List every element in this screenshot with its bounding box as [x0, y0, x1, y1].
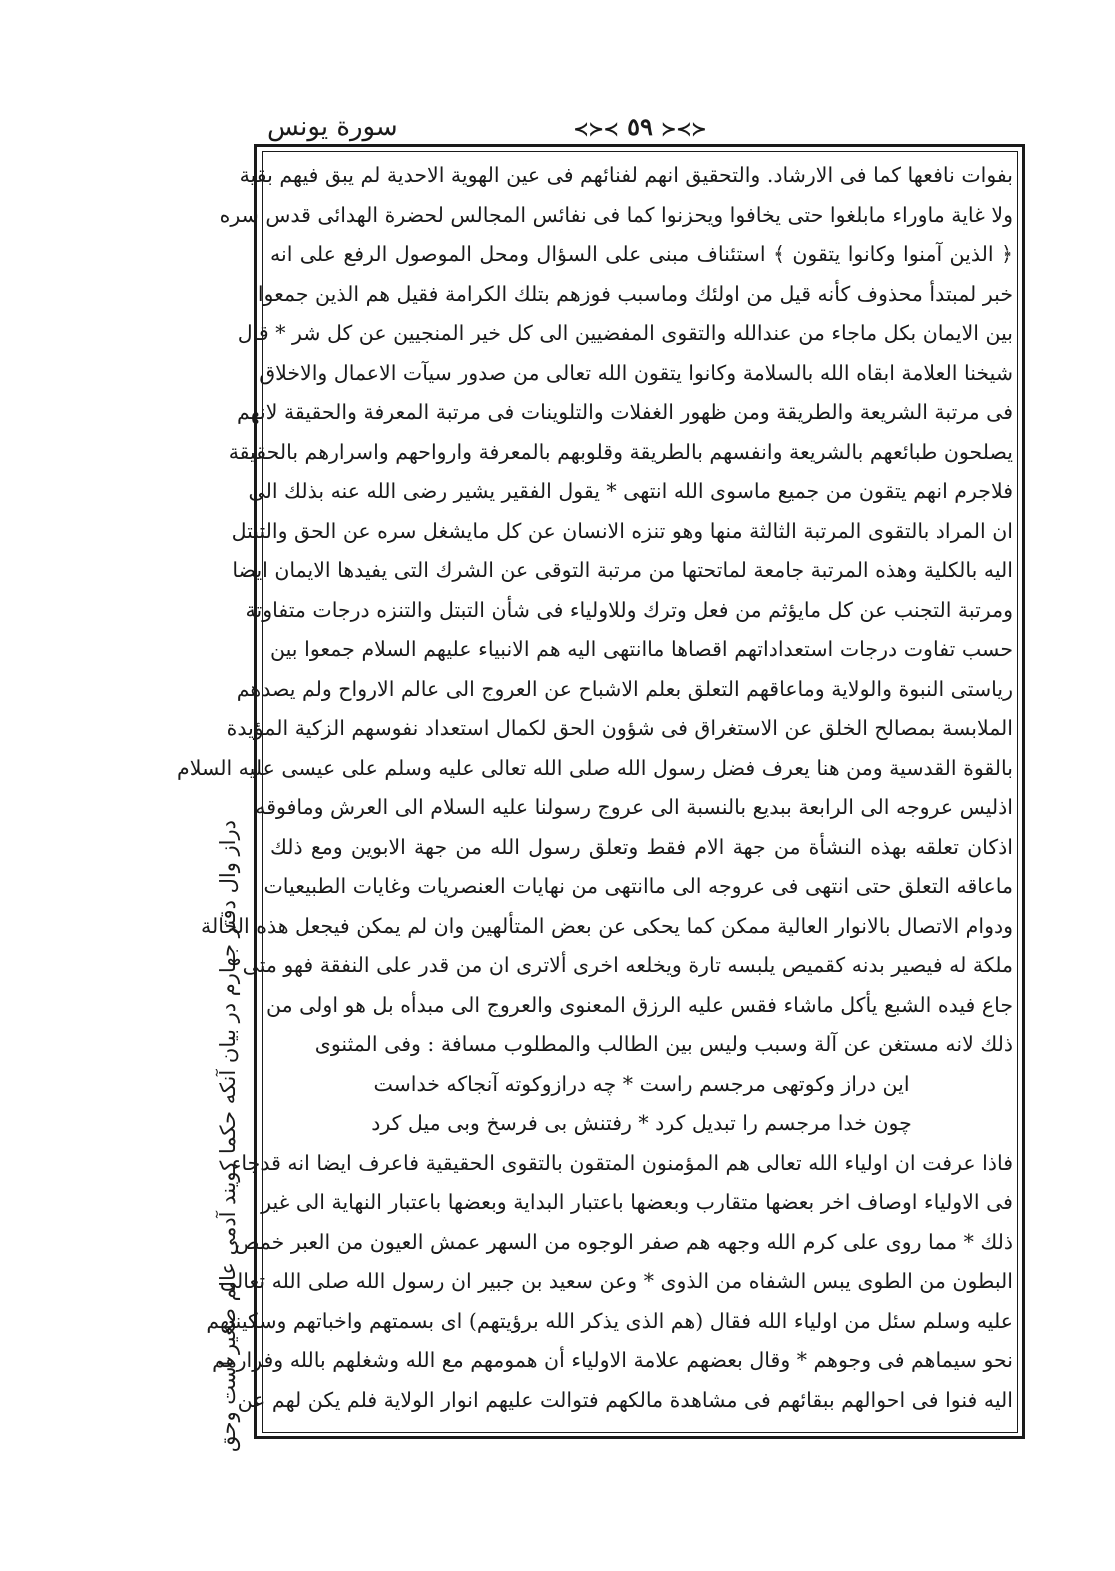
text-line: الملابسة بمصالح الخلق عن الاستغراق فى شؤون الحق لكمال استعداد نفوسهم الزكية المؤيدة: [226, 716, 1013, 740]
text-line: اذليس عروجه الى الرابعة ببديع بالنسبة الى عروج رسولنا عليه السلام الى العرش ومافوقه: [255, 795, 1013, 819]
text-line: بالقوة القدسية ومن هنا يعرف فضل رسول الله صلى الله تعالى عليه وسلم على عيسى عليه السلام: [177, 755, 1013, 780]
text-line: فاذا عرفت ان اولياء الله تعالى هم المؤمنون المتقون بالتقوى الحقيقية فاعرف ايضا انه قدجاء: [231, 1150, 1013, 1175]
text-line: فى مرتبة الشريعة والطريقة ومن ظهور الغفلات والتلوينات فى مرتبة المعرفة والحقيقة لانهم: [236, 400, 1013, 424]
text-line: ماعاقه التعلق حتى انتهى فى عروجه الى ماانتهى من نهايات العنصريات وغايات الطبيعيات: [263, 874, 1013, 898]
text-line: ومرتبة التجنب عن كل مايؤثم من فعل وترك وللاولياء فى شأن التبتل والتنزه درجات متفاوتة: [245, 597, 1013, 622]
page-number: ٥٩: [627, 112, 653, 141]
verse-line: اين دراز وكوتهى مرجسم راست * چه درازوكوته آنجاكه خداست: [373, 1071, 910, 1096]
text-line: فلاجرم انهم يتقون من جميع ماسوى الله انتهى * يقول الفقير يشير رضى الله عنه بذلك الى: [248, 479, 1013, 503]
ornament-left: ≺≻≺: [661, 119, 707, 140]
text-line: عليه وسلم سئل من اولياء الله فقال (هم الذى يذكر الله برؤيتهم) اى بسمتهم واخباتهم وسكينتهم: [206, 1308, 1013, 1333]
margin-note-text: دراز وال دقتر جهارم در بيان آنكه حكما كويند آدمى عالم صغير است وحق: [216, 819, 240, 1453]
text-line: اليه فنوا فى احوالهم ببقائهم فى مشاهدة مالكهم فتوالت عليهم انوار الولاية فلم يكن لهم عن: [237, 1387, 1013, 1412]
text-line: رياستى النبوة والولاية وماعاقهم التعلق بعلم الاشباح عن العروج الى عالم الارواح ولم يصدهم: [236, 676, 1013, 701]
text-line: شيخنا العلامة ابقاه الله بالسلامة وكانوا يتقون الله تعالى من صدور سيآت الاعمال والاخلاق: [259, 360, 1013, 385]
text-line: ذلك * مما روى على كرم الله وجهه هم صفر الوجوه من السهر عمش العيون من العبر خمص: [234, 1229, 1013, 1254]
surah-title: سورة يونس: [267, 112, 398, 142]
text-line: اليه بالكلية وهذه المرتبة جامعة لماتحتها من مرتبة التوقى عن الشرك التى يفيدها الايمان ايضا: [232, 558, 1013, 582]
text-line: بفوات نافعها كما فى الارشاد. والتحقيق انهم لفنائهم فى عين الهوية الاحدية لم يبق فيهم بقية: [239, 163, 1013, 187]
text-line: خبر لمبتدأ محذوف كأنه قيل من اولئك وماسبب فوزهم بتلك الكرامة فقيل هم الذين جمعوا: [257, 281, 1013, 306]
text-line: ودوام الاتصال بالانوار العالية ممكن كما يحكى عن بعض المتألهين وان لم يمكن فيجعل هذه الحالة: [201, 913, 1013, 938]
text-line: يصلحون طبائعهم بالشريعة وانفسهم بالطريقة وقلوبهم بالمعرفة وارواحهم واسرارهم بالحقيقة: [228, 439, 1013, 464]
ornament-right: ≻≺≻: [573, 119, 619, 140]
text-line: نحو سيماهم فى وجوهم * وقال بعضهم علامة الاولياء أن همومهم مع الله وشغلهم بالله وفرارهم: [212, 1348, 1013, 1372]
text-line: ﴿ الذين آمنوا وكانوا يتقون ﴾ استئناف مبنى على السؤال ومحل الموصول الرفع على انه: [270, 242, 1013, 266]
text-line: ملكة له فيصير بدنه كقميص يلبسه تارة ويخلعه اخرى ألاترى ان من قدر على النفقة فهو متى: [242, 953, 1013, 977]
text-line: ان المراد بالتقوى المرتبة الثالثة منها وهو تنزه الانسان عن كل مايشغل سره عن الحق والتبتل: [231, 518, 1013, 543]
text-line: فى الاولياء اوصاف اخر بعضها متقارب وبعضها باعتبار البداية وبعضها باعتبار النهاية الى غير: [261, 1190, 1013, 1214]
text-line: ولا غاية ماوراء مابلغوا حتى يخافوا ويحزنوا كما فى نفائس المجالس لحضرة الهدائى قدس سره: [219, 202, 1013, 227]
text-line: اذكان تعلقه بهذه النشأة من جهة الام فقط وتعلق رسول الله من جهة الابوين ومع ذلك: [270, 834, 1013, 859]
text-line: بين الايمان بكل ماجاء من عندالله والتقوى المفضيين الى كل خير المنجيين عن كل شر * قال: [237, 321, 1013, 345]
page-header: [255, 108, 1025, 148]
text-line: جاع فيده الشبع يأكل ماشاء فقس عليه الرزق المعنوى والعروج الى مبدأه بل هو اولى من: [265, 992, 1013, 1017]
margin-note: [206, 819, 250, 1453]
text-line: ذلك لانه مستغن عن آلة وسبب وليس بين الطالب والمطلوب مسافة : وفى المثنوى: [314, 1032, 1013, 1056]
text-line: البطون من الطوى يبس الشفاه من الذوى * وعن سعيد بن جبير ان رسول الله صلى الله تعالى: [219, 1269, 1013, 1293]
verse-line: چون خدا مرجسم را تبديل كرد * رفتنش بى فرسخ وبى ميل كرد: [371, 1111, 912, 1135]
text-line: حسب تفاوت درجات استعداداتهم اقصاها ماانتهى اليه هم الانبياء عليهم السلام جمعوا بين: [270, 637, 1013, 661]
